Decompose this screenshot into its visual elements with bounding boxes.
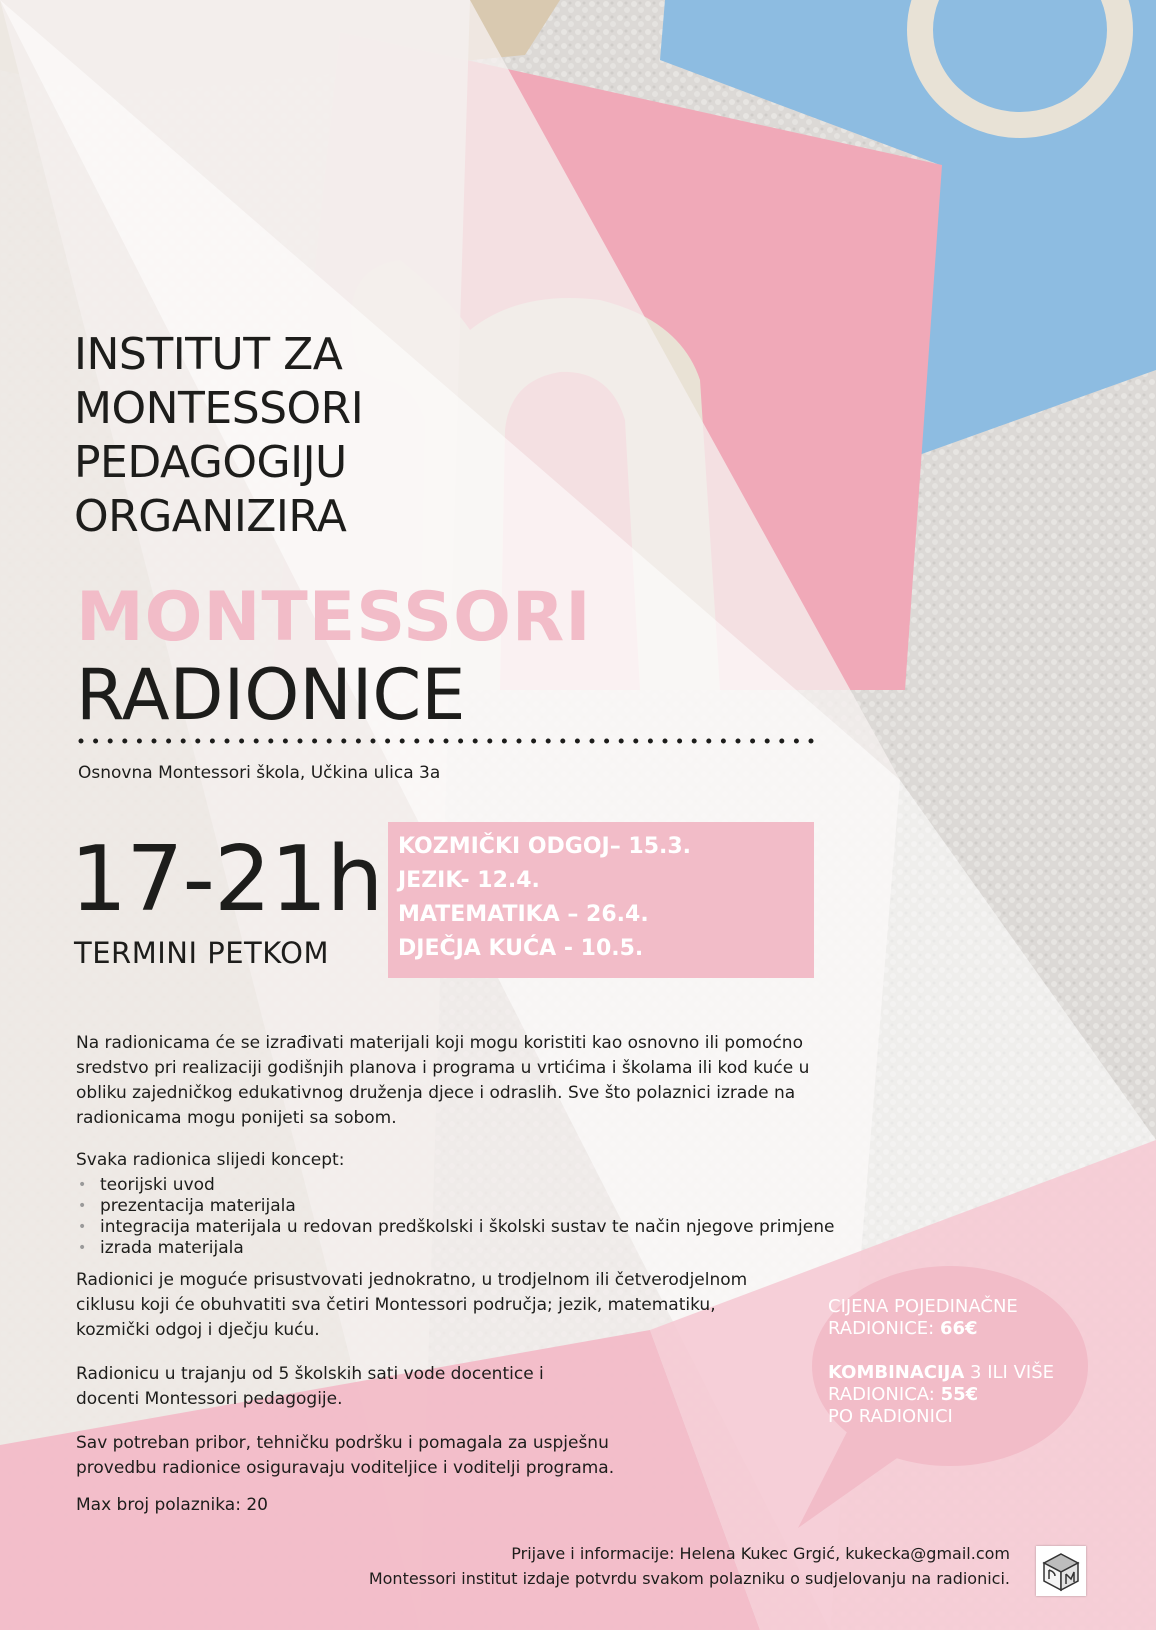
concept-item: • prezentacija materijala: [76, 1196, 856, 1217]
price-combo-bold: KOMBINACIJA: [828, 1362, 965, 1383]
lecturers-text: Radionicu u trajanju od 5 školskih sati vode docentice i docenti Montessori pedagogije.: [76, 1364, 544, 1409]
organizer-title-line: ORGANIZIRA: [74, 491, 347, 542]
time-days: TERMINI PETKOM: [74, 936, 330, 970]
organizer-title: [74, 328, 363, 544]
max-participants-text: Max broj polaznika: 20: [76, 1495, 268, 1515]
concept-item: • integracija materijala u redovan predškolski i školski sustav te način njegove primjene: [76, 1217, 856, 1238]
intro-paragraph: [76, 1031, 856, 1131]
headline-radionice: RADIONICE: [76, 654, 466, 736]
concept-list: [76, 1175, 856, 1259]
schedule-item: JEZIK- 12.4.: [398, 868, 540, 893]
lecturers-paragraph: [76, 1362, 576, 1412]
time-range: 17-21h: [70, 827, 383, 932]
price-combo-value: 55€: [940, 1384, 979, 1405]
schedule-item: KOZMIČKI ODGOJ– 15.3.: [398, 834, 692, 859]
price-single: [828, 1296, 1088, 1340]
price-combo-suffix: PO RADIONICI: [828, 1406, 953, 1427]
price-combo-label: 3 ILI VIŠE RADIONICA:: [828, 1362, 1054, 1405]
intro-text: Na radionicama će se izrađivati materijali koji mogu koristiti kao osnovno ili pomoćno sredstvo pri realizaciji godišnjih planova i programa u vrtićima i školama ili kod kuće u obliku zajedničkog edukativnog druženja djece i odraslih. Sve što polaznici izrade na radionicama mogu ponijeti sa sobom.: [76, 1033, 810, 1128]
footer-contact: Prijave i informacije: Helena Kukec Grgić, kukecka@gmail.com: [511, 1544, 1010, 1563]
price-combo: [828, 1362, 1088, 1406]
dotted-divider: [78, 737, 818, 745]
schedule-item: DJEČJA KUĆA - 10.5.: [398, 936, 644, 961]
attendance-text: Radionici je moguće prisustvovati jednokratno, u trodjelnom ili četverodjelnom ciklusu koji će obuhvatiti sva četiri Montessori područja; jezik, matematiku, kozmički odgoj i dječju kuću.: [76, 1270, 748, 1340]
organizer-title-line: INSTITUT ZA: [74, 329, 343, 380]
max-participants: [76, 1493, 856, 1518]
organizer-title-line: MONTESSORI: [74, 383, 364, 434]
concept-title: Svaka radionica slijedi koncept:: [76, 1150, 345, 1170]
equipment-text: Sav potreban pribor, tehničku podršku i pomagala za uspješnu provedbu radionice osiguravaju voditeljice i voditelji programa.: [76, 1433, 615, 1478]
schedule-item: MATEMATIKA – 26.4.: [398, 902, 649, 927]
venue-address: Osnovna Montessori škola, Učkina ulica 3a: [78, 763, 441, 783]
concept-item: • teorijski uvod: [76, 1175, 856, 1196]
footer-certificate: Montessori institut izdaje potvrdu svakom polazniku o sudjelovanju na radionici.: [368, 1569, 1010, 1588]
headline-montessori: MONTESSORI: [76, 578, 592, 657]
equipment-paragraph: [76, 1431, 636, 1481]
footer: [369, 1541, 1010, 1591]
concept-item: • izrada materijala: [76, 1238, 856, 1259]
price-single-label: CIJENA POJEDINAČNE RADIONICE:: [828, 1296, 1018, 1339]
price-info: [828, 1296, 1088, 1428]
institute-logo-icon: [1036, 1546, 1086, 1596]
attendance-paragraph: [76, 1268, 776, 1343]
concept-section: [76, 1148, 856, 1259]
organizer-title-line: PEDAGOGIJU: [74, 437, 347, 488]
schedule-box: [388, 822, 814, 978]
price-single-value: 66€: [939, 1318, 978, 1339]
schedule-list: [388, 822, 814, 966]
